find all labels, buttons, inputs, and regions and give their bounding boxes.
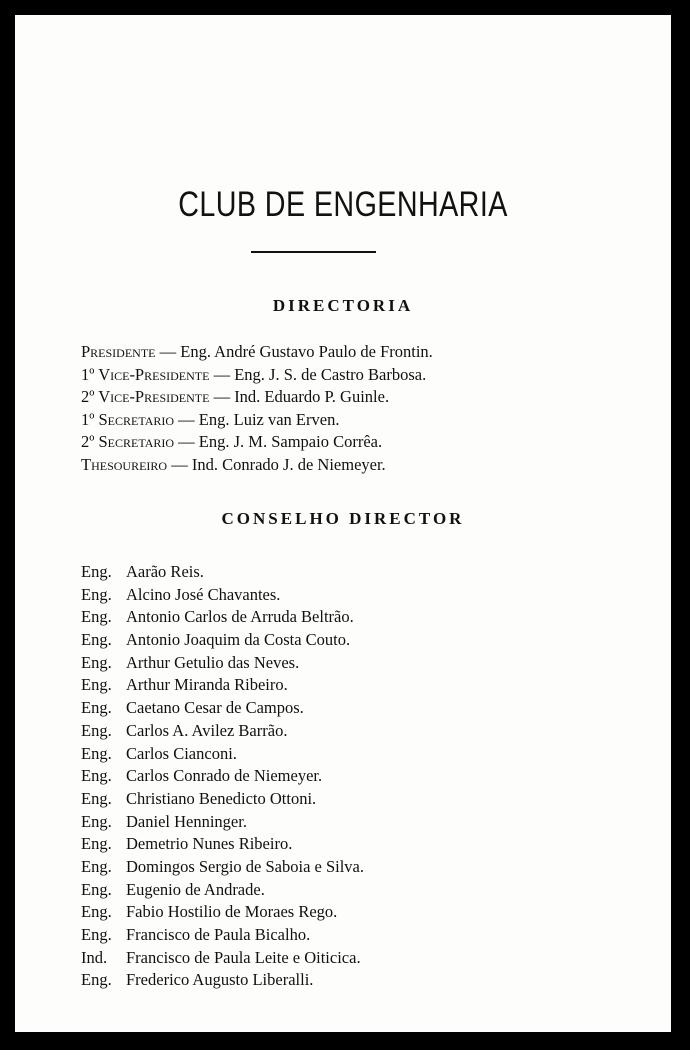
board-role: Presidente bbox=[81, 342, 156, 361]
member-name: Caetano Cesar de Campos. bbox=[126, 698, 304, 718]
member-prefix: Eng. bbox=[81, 766, 112, 786]
member-name: Fabio Hostilio de Moraes Rego. bbox=[126, 902, 338, 922]
member-prefix: Eng. bbox=[81, 811, 112, 831]
member-name: Francisco de Paula Bicalho. bbox=[126, 925, 311, 944]
member-prefix: Eng. bbox=[81, 970, 112, 990]
member-name: Frederico Augusto Liberalli. bbox=[126, 970, 314, 990]
member-prefix: Eng. bbox=[81, 834, 112, 854]
list-item bbox=[81, 856, 364, 879]
board-separator: — bbox=[167, 454, 192, 474]
list-item bbox=[81, 629, 364, 652]
member-name: Carlos A. Avilez Barrão. bbox=[126, 720, 288, 740]
member-name: Eugenio de Andrade. bbox=[126, 879, 265, 899]
list-item bbox=[81, 901, 364, 924]
council-member-list bbox=[81, 561, 364, 992]
member-name: Alcino José Chavantes. bbox=[126, 584, 281, 604]
board-line bbox=[81, 386, 433, 409]
list-item bbox=[81, 674, 364, 697]
list-item bbox=[81, 833, 364, 856]
member-name: Arthur Miranda Ribeiro. bbox=[126, 675, 288, 695]
member-prefix: Eng. bbox=[81, 902, 112, 922]
member-prefix: Eng. bbox=[81, 630, 112, 650]
list-item bbox=[81, 765, 364, 788]
list-item bbox=[81, 561, 364, 584]
member-name: Carlos Conrado de Niemeyer. bbox=[126, 766, 323, 786]
member-name: Antonio Joaquim da Costa Couto. bbox=[126, 630, 351, 650]
list-item bbox=[81, 652, 364, 675]
member-prefix: Ind. bbox=[81, 947, 108, 967]
board-list bbox=[81, 341, 433, 477]
board-person: Eng. Luiz van Erven. bbox=[198, 409, 340, 429]
board-person: Ind. Eduardo P. Guinle. bbox=[234, 387, 390, 407]
member-prefix: Eng. bbox=[81, 925, 112, 944]
member-prefix: Eng. bbox=[81, 743, 112, 763]
member-name: Demetrio Nunes Ribeiro. bbox=[126, 834, 293, 854]
list-item bbox=[81, 697, 364, 720]
member-name: Christiano Benedicto Ottoni. bbox=[126, 788, 317, 808]
member-name: Daniel Henninger. bbox=[126, 811, 247, 831]
board-separator: — bbox=[209, 387, 235, 407]
document-page bbox=[15, 15, 671, 1032]
title-rule-divider bbox=[251, 251, 376, 253]
member-prefix: Eng. bbox=[81, 584, 112, 604]
board-person: Eng. André Gustavo Paulo de Frontin. bbox=[180, 342, 433, 361]
board-line bbox=[81, 341, 433, 364]
member-prefix: Eng. bbox=[81, 562, 112, 581]
board-role: 2º Secretario bbox=[81, 432, 175, 452]
member-prefix: Eng. bbox=[81, 652, 112, 672]
board-role: 1º Vice-Presidente bbox=[81, 364, 210, 384]
list-item bbox=[81, 584, 364, 607]
member-prefix: Eng. bbox=[81, 720, 112, 740]
member-name: Domingos Sergio de Saboia e Silva. bbox=[126, 856, 365, 876]
member-name: Arthur Getulio das Neves. bbox=[126, 652, 300, 672]
board-person: Eng. J. M. Sampaio Corrêa. bbox=[198, 432, 383, 452]
list-item bbox=[81, 924, 364, 947]
member-prefix: Eng. bbox=[81, 788, 112, 808]
list-item bbox=[81, 811, 364, 834]
board-role: Thesoureiro bbox=[81, 454, 168, 474]
board-separator: — bbox=[155, 342, 181, 361]
board-separator: — bbox=[174, 409, 199, 429]
list-item bbox=[81, 879, 364, 902]
list-item bbox=[81, 969, 364, 992]
list-item bbox=[81, 720, 364, 743]
directoria-heading: DIRECTORIA bbox=[272, 296, 414, 315]
board-line bbox=[81, 454, 433, 477]
list-item bbox=[81, 947, 364, 970]
page-title: CLUB DE ENGENHARIA bbox=[178, 185, 508, 224]
board-separator: — bbox=[174, 432, 199, 452]
board-line bbox=[81, 431, 433, 454]
board-person: Eng. J. S. de Castro Barbosa. bbox=[234, 364, 427, 384]
member-prefix: Eng. bbox=[81, 675, 112, 695]
member-name: Francisco de Paula Leite e Oiticica. bbox=[126, 947, 361, 967]
board-role: 2º Vice-Presidente bbox=[81, 387, 210, 407]
board-line bbox=[81, 364, 433, 387]
member-name: Antonio Carlos de Arruda Beltrão. bbox=[126, 607, 354, 627]
board-separator: — bbox=[209, 364, 235, 384]
member-name: Aarão Reis. bbox=[126, 562, 204, 581]
board-person: Ind. Conrado J. de Niemeyer. bbox=[191, 454, 386, 474]
list-item bbox=[81, 743, 364, 766]
conselho-heading: CONSELHO DIRECTOR bbox=[221, 509, 465, 528]
list-item bbox=[81, 788, 364, 811]
member-prefix: Eng. bbox=[81, 698, 112, 718]
member-prefix: Eng. bbox=[81, 856, 112, 876]
board-line bbox=[81, 409, 433, 432]
member-prefix: Eng. bbox=[81, 607, 112, 627]
member-name: Carlos Cianconi. bbox=[126, 743, 237, 763]
member-prefix: Eng. bbox=[81, 879, 112, 899]
board-role: 1º Secretario bbox=[81, 409, 175, 429]
list-item bbox=[81, 606, 364, 629]
